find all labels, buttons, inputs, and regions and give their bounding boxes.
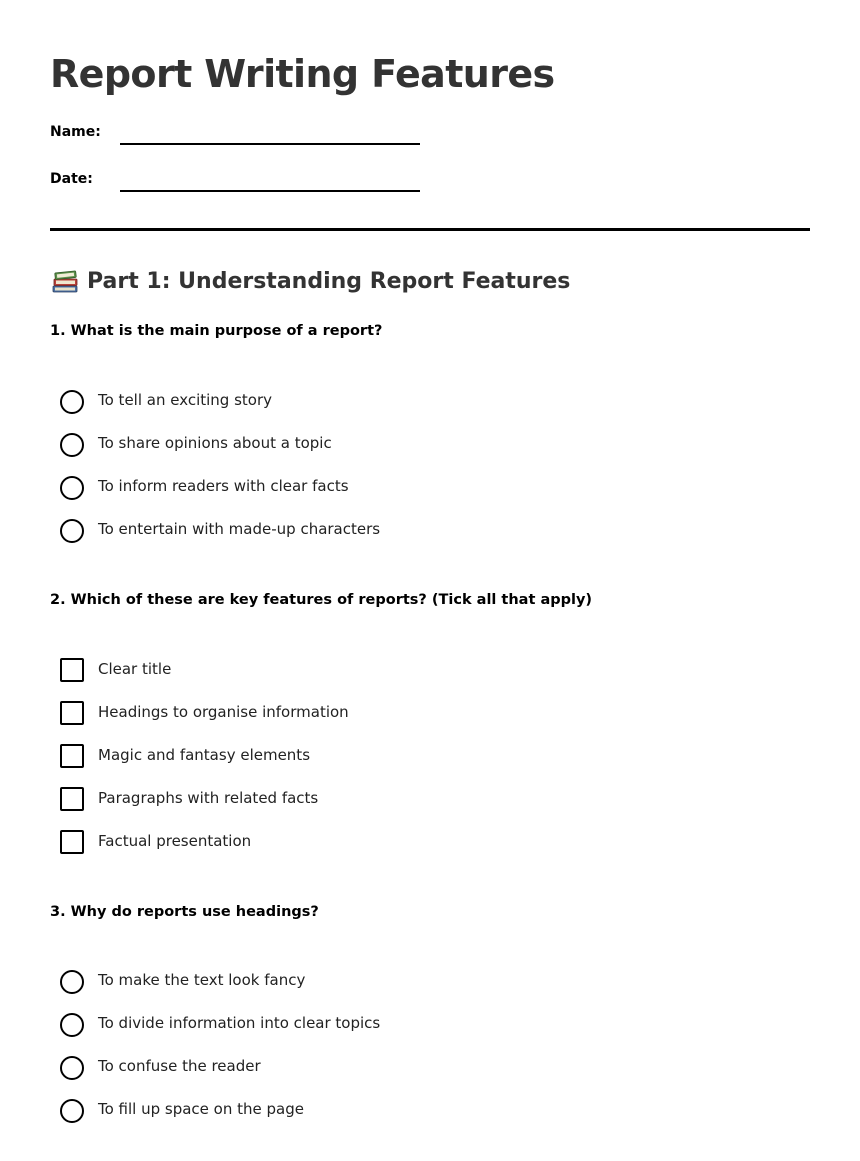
question-2-text: 2. Which of these are key features of reports? (Tick all that apply) [50,592,593,608]
option-label: To inform readers with clear facts [98,477,349,495]
q1-option-2[interactable] [60,432,560,458]
option-label: To make the text look fancy [98,971,306,989]
page-title: Report Writing Features [50,52,555,96]
q2-option-2[interactable] [60,701,560,727]
option-label: Magic and fantasy elements [98,746,311,764]
radio-button[interactable] [60,476,84,500]
option-label: To confuse the reader [98,1057,261,1075]
name-field[interactable] [50,118,470,148]
radio-button[interactable] [60,1056,84,1080]
option-label: Clear title [98,660,172,678]
option-label: Paragraphs with related facts [98,789,319,807]
q3-option-2[interactable] [60,1012,560,1038]
header-divider [50,228,810,231]
question-1-text: 1. What is the main purpose of a report? [50,323,383,339]
option-label: To tell an exciting story [98,391,272,409]
option-label: To divide information into clear topics [98,1014,381,1032]
checkbox[interactable] [60,787,84,811]
radio-button[interactable] [60,433,84,457]
question-3-text: 3. Why do reports use headings? [50,904,319,920]
q1-option-1[interactable] [60,389,560,415]
q3-option-4[interactable] [60,1098,560,1124]
checkbox[interactable] [60,830,84,854]
q2-option-3[interactable] [60,744,560,770]
option-label: To share opinions about a topic [98,434,332,452]
checkbox[interactable] [60,658,84,682]
radio-button[interactable] [60,390,84,414]
radio-button[interactable] [60,970,84,994]
q3-option-1[interactable] [60,969,560,995]
date-input-line[interactable] [120,190,420,192]
option-label: Factual presentation [98,832,252,850]
q2-option-1[interactable] [60,658,560,684]
radio-button[interactable] [60,1099,84,1123]
option-label: To entertain with made-up characters [98,520,381,538]
name-input-line[interactable] [120,143,420,145]
date-label: Date: [50,171,93,187]
date-field[interactable] [50,165,470,195]
books-icon [52,269,78,293]
name-label: Name: [50,124,101,140]
option-label: Headings to organise information [98,703,349,721]
checkbox[interactable] [60,744,84,768]
q1-option-4[interactable] [60,518,560,544]
option-label: To fill up space on the page [98,1100,304,1118]
q2-option-5[interactable] [60,830,560,856]
section-heading-text: Part 1: Understanding Report Features [87,269,571,294]
checkbox[interactable] [60,701,84,725]
q3-option-3[interactable] [60,1055,560,1081]
q1-option-3[interactable] [60,475,560,501]
radio-button[interactable] [60,519,84,543]
radio-button[interactable] [60,1013,84,1037]
q2-option-4[interactable] [60,787,560,813]
